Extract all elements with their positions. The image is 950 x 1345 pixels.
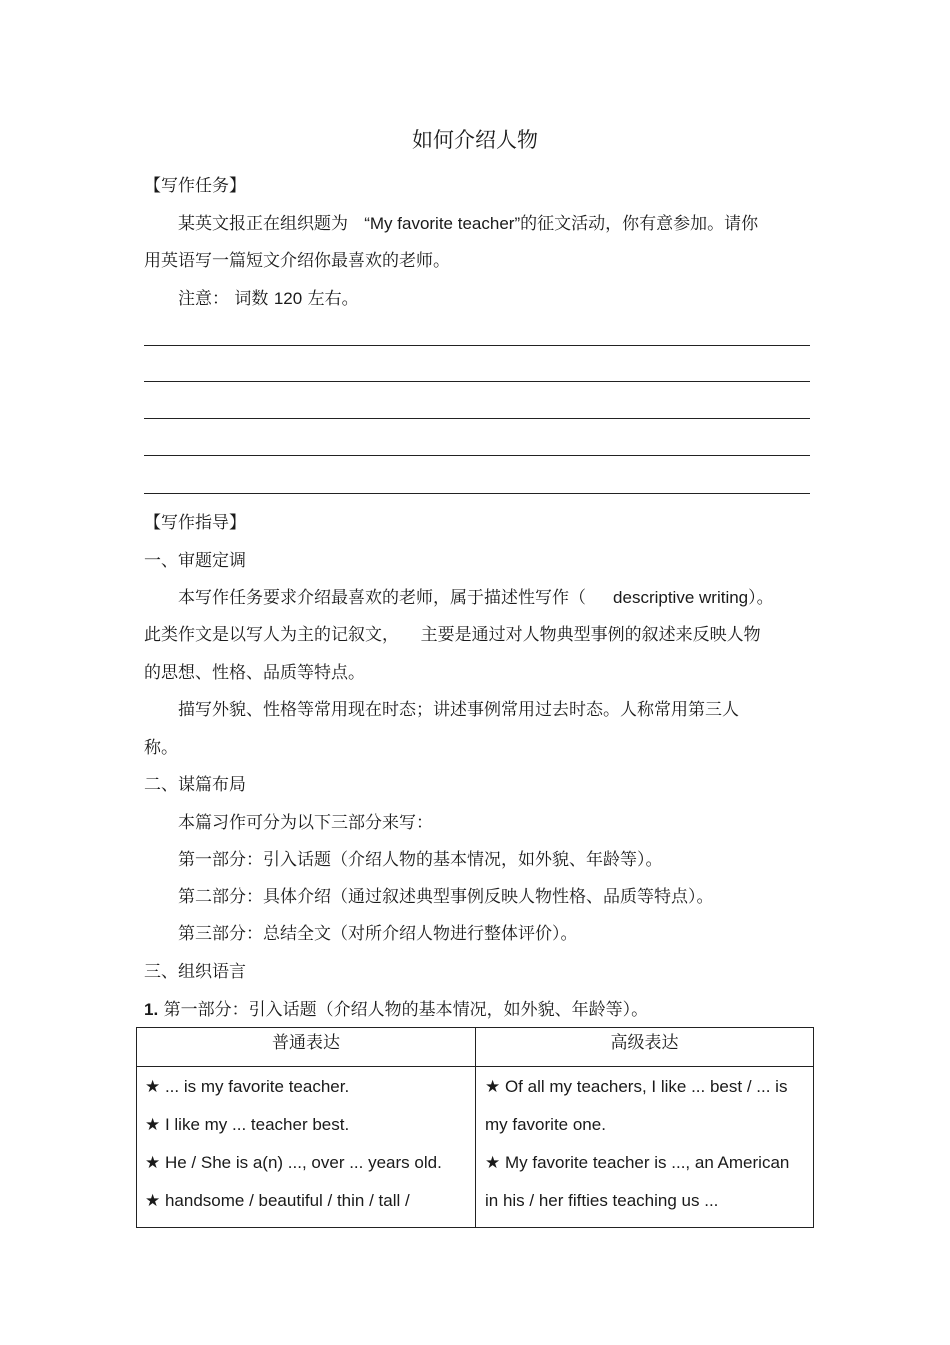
- basic-expressions-cell: [137, 1067, 476, 1228]
- advanced-expression: ★ Of all my teachers, I like ... best / ... is: [485, 1077, 788, 1096]
- section-2-part-2: 第二部分：具体介绍（通过叙述典型事例反映人物性格、品质等特点）。: [178, 887, 714, 907]
- section-1-para-1-line-3: 的思想、性格、品质等特点。: [144, 663, 365, 683]
- table-header-row: [137, 1028, 814, 1067]
- section-1-para-1-line-2: [144, 623, 824, 647]
- task-paragraph-line-2: 用英语写一篇短文介绍你最喜欢的老师。: [144, 251, 450, 271]
- task-heading: 【写作任务】: [144, 176, 246, 196]
- column-header-basic: 普通表达: [137, 1028, 476, 1067]
- guide-heading: 【写作指导】: [144, 513, 246, 533]
- item-text: 第一部分：引入话题（介绍人物的基本情况，如外貌、年龄等）。: [163, 1000, 649, 1020]
- s1-text-a: 本写作任务要求介绍最喜欢的老师，属于描述性写作（: [178, 588, 586, 608]
- section-2-title: 二、谋篇布局: [144, 775, 246, 795]
- table-row: [137, 1067, 814, 1228]
- task-text-b: 的征文活动，你有意参加。请你: [520, 214, 759, 234]
- advanced-expression: in his / her fifties teaching us ...: [485, 1191, 719, 1210]
- section-3-title: 三、组织语言: [144, 962, 246, 982]
- advanced-expression: my favorite one.: [485, 1115, 606, 1134]
- answer-line[interactable]: [144, 455, 810, 456]
- section-2-intro: 本篇习作可分为以下三部分来写：: [178, 813, 433, 833]
- answer-line[interactable]: [144, 381, 810, 382]
- advanced-expressions-cell: [476, 1067, 814, 1228]
- answer-line[interactable]: [144, 345, 810, 346]
- advanced-expression: ★ My favorite teacher is ..., an American: [485, 1153, 790, 1172]
- task-text-a: 某英文报正在组织题为: [178, 214, 348, 234]
- section-1-para-2-line-2: 称。: [144, 738, 178, 758]
- task-quote: “My favorite teacher”: [364, 214, 521, 233]
- section-1-title: 一、审题定调: [144, 551, 246, 571]
- answer-line[interactable]: [144, 418, 810, 419]
- section-2-part-3: 第三部分：总结全文（对所介绍人物进行整体评价）。: [178, 924, 578, 944]
- task-note: [178, 287, 858, 311]
- s1-english-term: descriptive writing: [613, 588, 749, 607]
- column-header-advanced: 高级表达: [476, 1028, 814, 1067]
- page-title: 如何介绍人物: [412, 128, 538, 152]
- section-1-para-2-line-1: 描写外貌、性格等常用现在时态；讲述事例常用过去时态。人称常用第三人: [178, 700, 739, 720]
- basic-expression: ★ ... is my favorite teacher.: [145, 1077, 350, 1096]
- section-3-item-1: [144, 998, 824, 1022]
- s1-line2-a: 此类作文是以写人为主的记叙文，: [144, 625, 399, 645]
- expression-table: [136, 1027, 814, 1228]
- note-label: 注意：: [178, 289, 229, 309]
- basic-expression: ★ He / She is a(n) ..., over ... years old.: [145, 1153, 442, 1172]
- s1-line2-b: 主要是通过对人物典型事例的叙述来反映人物: [420, 625, 761, 645]
- s1-text-b: ）。: [748, 588, 774, 608]
- note-count: 120: [273, 289, 303, 308]
- answer-line[interactable]: [144, 493, 810, 494]
- item-number: 1.: [144, 1000, 159, 1019]
- task-paragraph-line-1: [178, 212, 858, 236]
- section-2-part-1: 第一部分：引入话题（介绍人物的基本情况，如外貌、年龄等）。: [178, 850, 663, 870]
- basic-expression: ★ handsome / beautiful / thin / tall /: [145, 1191, 410, 1210]
- note-suffix: 左右。: [307, 289, 359, 309]
- section-1-para-1-line-1: [178, 586, 858, 610]
- note-words: 词数: [234, 289, 269, 309]
- basic-expression: ★ I like my ... teacher best.: [145, 1115, 350, 1134]
